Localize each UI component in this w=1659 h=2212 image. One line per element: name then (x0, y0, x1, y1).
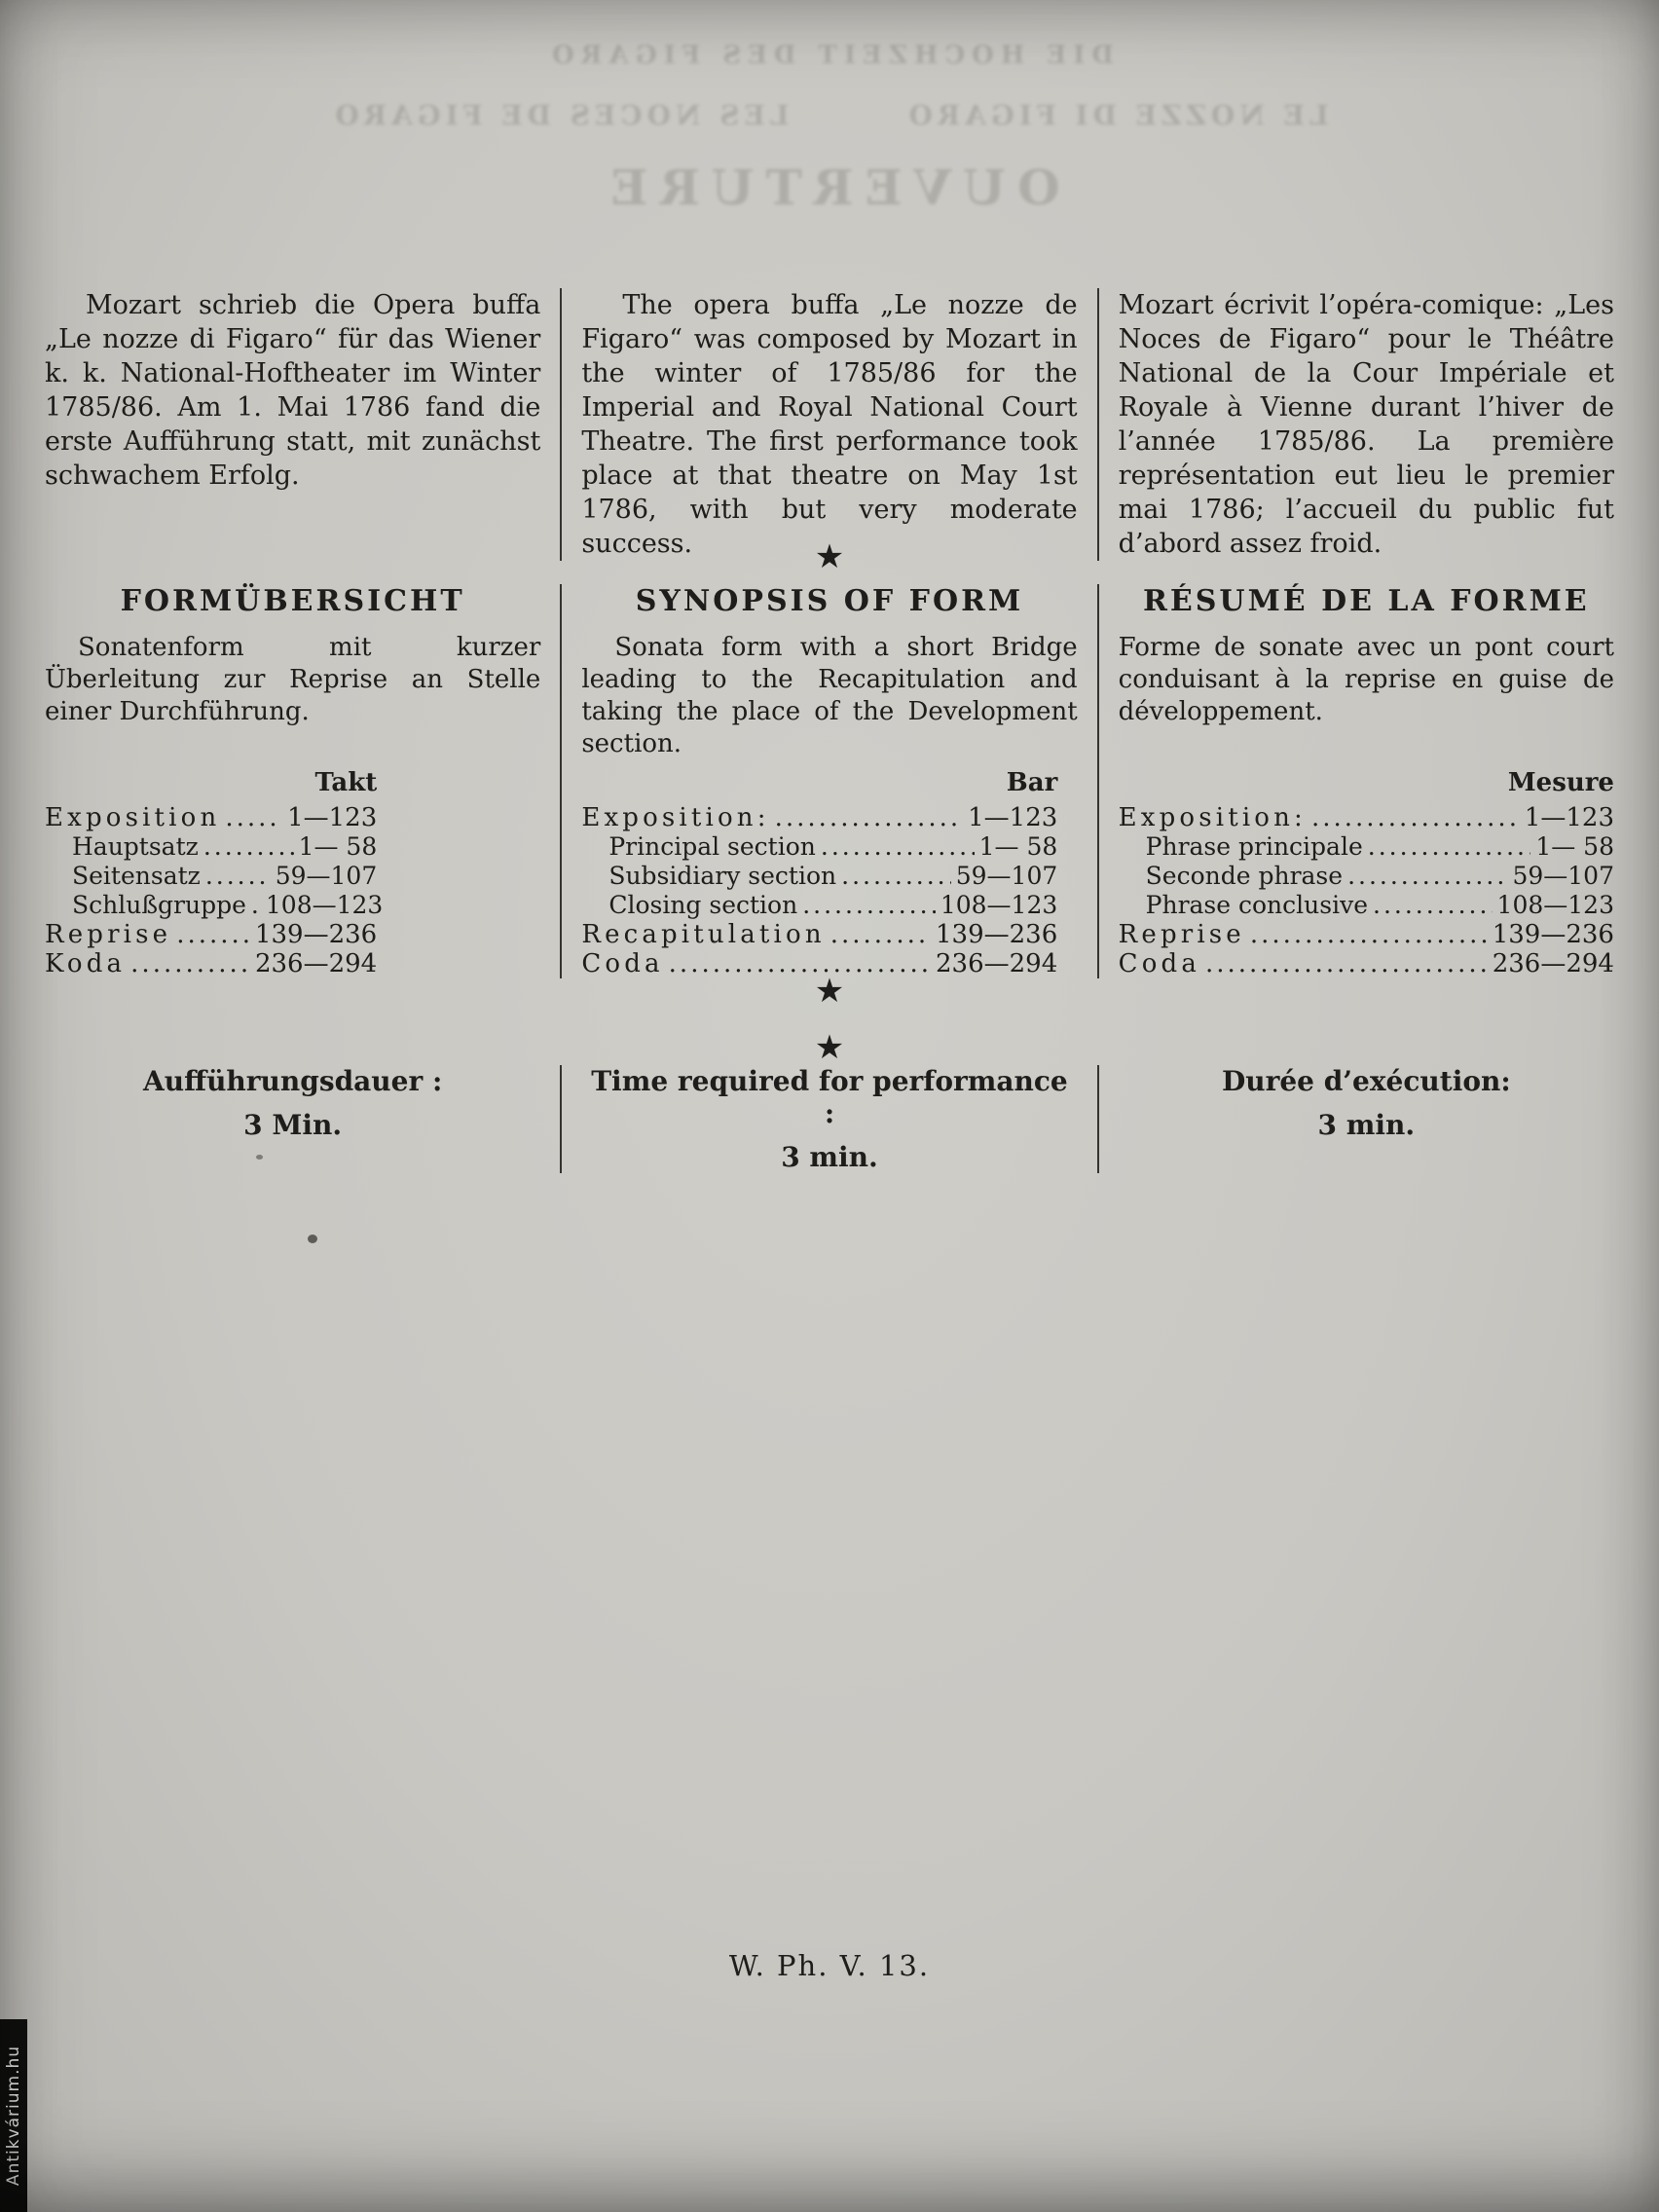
dot-leader (830, 920, 931, 949)
dot-leader (176, 920, 250, 949)
form-row-range: 108—123 (1496, 891, 1614, 919)
form-row (1119, 862, 1614, 891)
form-row-range: 1— 58 (978, 832, 1058, 861)
form-body-german: Sonatenform mit kurzer Überleitung zur Reprise an Stelle einer Durchführung. (45, 633, 541, 726)
form-row (45, 862, 377, 891)
form-row-label: Exposition (45, 803, 221, 832)
form-row-range: 139—236 (254, 920, 378, 949)
form-row-range: 139—236 (1492, 920, 1614, 949)
form-row-range: 139—236 (936, 920, 1058, 949)
duration-french (1099, 1065, 1634, 1173)
form-row-range: 1—123 (287, 803, 378, 832)
form-heading-german: FORMÜBERSICHT (120, 584, 465, 618)
form-heading-french: RÉSUMÉ DE LA FORME (1142, 584, 1590, 618)
form-rows-german (45, 803, 384, 978)
form-body-french: Forme de sonate avec un pont court conduisant à la reprise en guise de développement. (1118, 633, 1614, 726)
form-row (581, 891, 1057, 920)
unit-label-bar: Bar (1006, 768, 1058, 797)
bleedthrough-text (0, 41, 1659, 216)
form-row-label: Exposition: (1118, 803, 1307, 832)
form-row-label: Schlußgruppe (72, 891, 246, 919)
form-row-label: Recapitulation (581, 920, 826, 949)
paper-speck (308, 1235, 317, 1243)
dot-leader (1311, 803, 1520, 832)
duration-value-german: 3 Min. (243, 1109, 343, 1141)
duration-label-english: Time required for performance : (591, 1065, 1068, 1129)
form-body-english: Sonata form with a short Bridge leading to the Recapitulation and taking the place of the Development section. (581, 633, 1078, 758)
duration-value-english: 3 min. (781, 1141, 878, 1173)
intro-paragraph-german: Mozart schrieb die Opera buffa „Le nozze di Figaro“ für das Wiener k. k. National-Hoftheater im Winter 1785/86. Am 1. Mai 1786 fand die erste Aufführung statt, mit zunächst schwachem Erfolg. (45, 290, 541, 491)
bleedthrough-line: LE NOZZE DI FIGARO LES NOCES DE FIGARO (330, 99, 1329, 131)
intro-column-english (560, 288, 1098, 561)
form-row-label: Hauptsatz (72, 832, 199, 861)
duration-value-french: 3 min. (1317, 1109, 1416, 1141)
watermark-text: Antikvárium.hu (4, 2045, 23, 2187)
form-row-range: 108—123 (265, 891, 384, 919)
dot-leader (205, 862, 271, 891)
unit-label-mesure: Mesure (1507, 768, 1614, 797)
star-separator: ★ (814, 537, 845, 576)
dot-leader (225, 803, 282, 832)
bleedthrough-title: OUVERTURE (599, 159, 1060, 216)
form-row-label: Principal section (608, 832, 816, 861)
form-row-label: Koda (45, 949, 127, 978)
form-row (581, 920, 1057, 949)
form-row-range: 1—123 (1524, 803, 1614, 832)
duration-label-german: Aufführungsdauer : (143, 1065, 443, 1097)
form-rows-french (1119, 803, 1614, 978)
form-row-range: 236—294 (1492, 949, 1614, 978)
form-row (1119, 832, 1614, 862)
duration-german (25, 1065, 560, 1173)
intro-column-german (25, 288, 560, 561)
form-row-label: Phrase conclusive (1145, 891, 1369, 919)
form-column-german (25, 584, 560, 978)
dot-leader (1250, 920, 1488, 949)
form-row-range: 236—294 (936, 949, 1058, 978)
form-row (1119, 803, 1614, 832)
form-column-english (560, 584, 1098, 978)
form-row-range: 59—107 (955, 862, 1058, 890)
form-row-label: Closing section (608, 891, 798, 919)
star-separator: ★ (814, 972, 845, 1011)
form-row-label: Phrase principale (1145, 832, 1363, 861)
watermark-strip (0, 2019, 27, 2212)
form-row-label: Subsidiary section (608, 862, 837, 890)
form-row-label: Reprise (45, 920, 172, 949)
dot-leader (1347, 862, 1507, 891)
form-rows-english (581, 803, 1057, 978)
form-heading-english: SYNOPSIS OF FORM (635, 584, 1024, 618)
dot-leader (1368, 832, 1531, 862)
form-row (45, 891, 384, 920)
form-row-label: Seconde phrase (1145, 862, 1344, 890)
dot-leader (802, 891, 936, 920)
form-row-range: 236—294 (254, 949, 378, 978)
dot-leader (775, 803, 964, 832)
form-row-range: 108—123 (940, 891, 1058, 919)
form-row (581, 862, 1057, 891)
form-row (1119, 891, 1614, 920)
form-row-range: 1—123 (968, 803, 1058, 832)
form-row-range: 59—107 (275, 862, 378, 890)
star-separator: ★ (814, 1028, 845, 1067)
form-column-french (1099, 584, 1634, 978)
duration-english (560, 1065, 1098, 1173)
form-row-label: Coda (1118, 949, 1200, 978)
form-row-range: 59—107 (1512, 862, 1614, 890)
paper-speck (256, 1155, 263, 1160)
form-row (581, 832, 1057, 862)
dot-leader (251, 891, 261, 920)
form-row-range: 1— 58 (1535, 832, 1614, 861)
form-row (1119, 920, 1614, 949)
form-row-label: Reprise (1118, 920, 1245, 949)
intro-column-french (1099, 288, 1634, 561)
intro-section (25, 288, 1634, 561)
dot-leader (1373, 891, 1493, 920)
form-row (581, 803, 1057, 832)
form-row-range: 1— 58 (298, 832, 378, 861)
dot-leader (821, 832, 975, 862)
plate-number: W. Ph. V. 13. (728, 1949, 931, 1982)
form-row (45, 920, 377, 949)
dot-leader (203, 832, 294, 862)
form-row-label: Coda (581, 949, 664, 978)
form-row-label: Exposition: (581, 803, 770, 832)
bleedthrough-line: DIE HOCHZEIT DES FIGARO (545, 41, 1114, 70)
duration-label-french: Durée d’exécution: (1221, 1065, 1511, 1097)
form-row (45, 803, 377, 832)
dot-leader (841, 862, 951, 891)
form-row (45, 832, 377, 862)
form-row-label: Seitensatz (72, 862, 201, 890)
intro-paragraph-french: Mozart écrivit l’opéra-comique: „Les Noces de Figaro“ pour le Théâtre National de la Cour Impériale et Royale à Vienne durant l’hiver de l’année 1785/86. La première représentation eut lieu le premier mai 1786; l’accueil du public fut d’abord assez froid. (1118, 290, 1614, 559)
form-section (25, 584, 1634, 978)
intro-paragraph-english: The opera buffa „Le nozze de Figaro“ was composed by Mozart in the winter of 1785/86 for the Imperial and Royal National Court Theatre. The first performance took place at that theatre on May 1st 1786, with but very moderate success. (581, 290, 1078, 559)
duration-section (25, 1065, 1634, 1173)
unit-label-takt: Takt (314, 768, 378, 797)
